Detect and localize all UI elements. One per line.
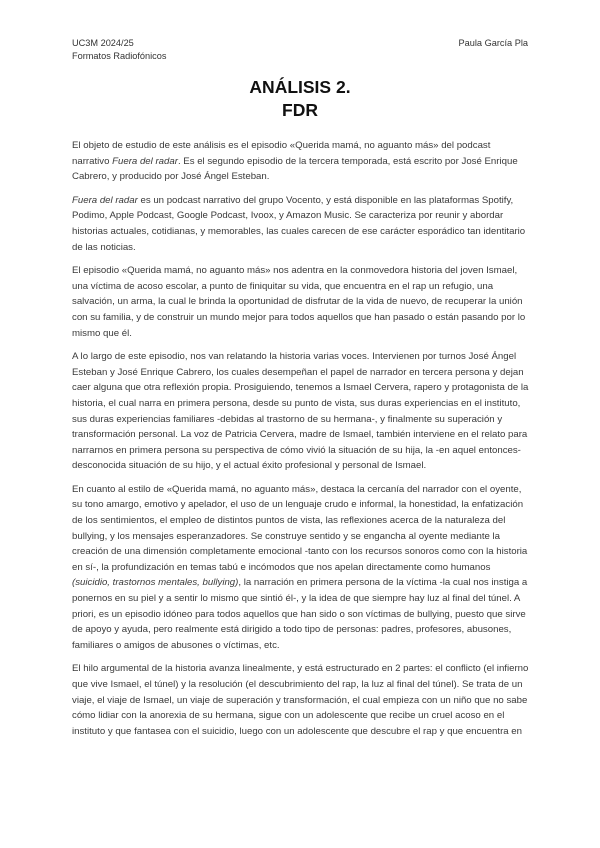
paragraph-1-text-b: . Es el segundo episodio de la tercera temporada, está escrito por José Enrique Cabrero, y producido por José Ángel Esteban. [72, 155, 518, 183]
paragraph-1-text-a: El objeto de estudio de este análisis es el episodio «Querida mamá, no aguanto más» del podcast narrativo [72, 140, 491, 167]
paragraph-3: El episodio «Querida mamá, no aguanto más» nos adentra en la conmovedora historia del joven Ismael, una víctima de acoso escolar, a punto de finiquitar su vida, que encuentra en el rap un refugio, una salvación, un arma, la cual le brinda la oportunidad de disfrutar de la vida de nuevo, de recuperar la unión con su familia, y de construir un mundo mejor para todos aquellos que han pasado o están pasando por lo mismo que él. [72, 265, 526, 339]
paragraph-2-text: es un podcast narrativo del grupo Vocento, y está disponible en las plataformas Spotify, Podimo, Apple Podcast, Google Podcast, Ivoox, y Amazon Music. Se caracteriza por reunir y abordar historias actuales, cotidianas, y memorables, las cuales carecen de ese carácter esporádico tan identitario de las noticias. [72, 194, 526, 253]
paragraph-2-emphasis: Fuera del radar [72, 194, 138, 206]
paragraph-1-emphasis: Fuera del radar [112, 155, 178, 167]
header-course: UC3M 2024/25 [72, 38, 134, 48]
paragraph-1 [72, 138, 530, 185]
paragraph-4: A lo largo de este episodio, nos van relatando la historia varias voces. Intervienen por turnos José Ángel Esteban y José Enrique Cabrero, los cuales desempeñan el papel de narrador en tercera persona y dejan caer alguna que otra reflexión propia. Prosiguiendo, tenemos a Ismael Cervera, rapero y protagonista de la historia, el cual narra en primera persona, desde su punto de vista, sus duras experiencias en el instituto, sus duras experiencias familiares -debidas al trastorno de su hermana-, y finalmente su superación y transformación personal. La voz de Patricia Cervera, madre de Ismael, también interviene en el relato para narrarnos en primera persona su perspectiva de cómo vivió la situación de su hija, la -en aquel entonces- desconocida situación de su hijo, y el actual éxito profesional y personal de Ismael. [72, 351, 529, 472]
paragraph-5-text-b: , la narración en primera persona de la víctima -la cual nos instiga a ponernos en su piel y a sentir lo mismo que sintió él-, y la idea de que siempre hay luz al final del túnel. A priori, es un episodio idóneo para todos aquellos que han sido o son víctimas de bullying, puesto que sirve de apoyo y ayuda, pero realmente está dirigido a todo tipo de personas: padres, profesores, abusones, familiares o amigos de abusones o víctimas, etc. [72, 577, 528, 651]
paragraph-5-emphasis: (suicidio, trastornos mentales, bullying) [72, 577, 239, 589]
header-author: Paula García Pla [458, 38, 528, 48]
paragraph-5-text-a: En cuanto al estilo de «Querida mamá, no aguanto más», destaca la cercanía del narrador con el oyente, su tono amargo, emotivo y apelador, el uso de un lenguaje crudo e informal, la honestidad, la enfatización de los sentimientos, el empleo de distintos puntos de vista, las reflexiones acerca de la naturaleza del bullying, y los mensajes esperanzadores. Se construye sentido y se engancha al oyente mediante la creación de una dimensión completamente emocional -tanto con los recursos sonoros como con la historia en sí-, la profundización en temas tabú e incómodos que nos apelan directamente como humanos [72, 483, 528, 573]
paragraph-6: El hilo argumental de la historia avanza linealmente, y está estructurado en 2 partes: el conflicto (el infierno que vive Ismael, el túnel) y la resolución (el descubrimiento del rap, la luz al final del túnel). Se trata de un viaje, el viaje de Ismael, un viaje de superación y transformación, el cual empieza con un niño que no sabe cómo lidiar con la anorexia de su hermana, sigue con un adolescente que recibe un cruel acoso en el instituto y que fantasea con el suicidio, luego con un adolescente que descubre el rap y que encuentra en [72, 663, 529, 737]
paragraph-5 [72, 482, 530, 654]
header-subject: Formatos Radiofónicos [72, 51, 167, 61]
document-subtitle: FDR [282, 100, 318, 120]
document-body [72, 138, 530, 739]
header-left [72, 37, 166, 63]
document-title: ANÁLISIS 2. [249, 77, 351, 97]
paragraph-2 [72, 193, 530, 255]
